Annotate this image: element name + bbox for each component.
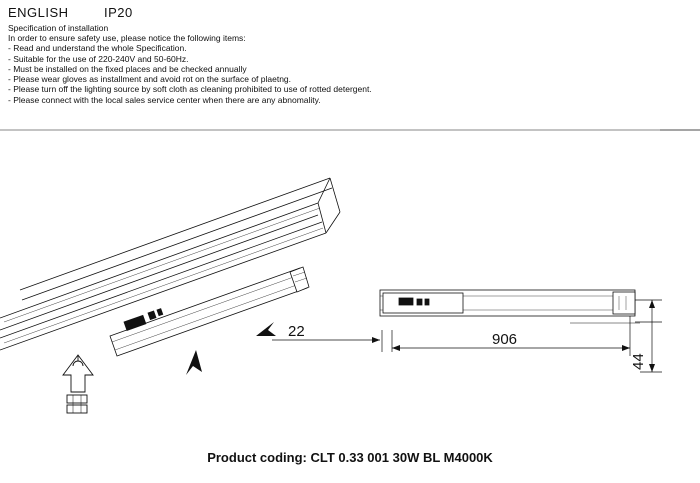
dimension-height-text: 44 <box>630 353 647 370</box>
dimension-length-text: 906 <box>492 331 518 348</box>
spec-item: - Please connect with the local sales service center when there are any abnomality. <box>8 94 321 105</box>
luminaire-tilted <box>110 267 309 356</box>
luminaire-side-elevation <box>380 290 640 323</box>
spec-title: Specification of installation <box>8 23 109 33</box>
spec-item: - Must be installed on the fixed places and be checked annually <box>8 63 247 74</box>
dimension-gap-text: 22 <box>288 323 305 340</box>
language-label: ENGLISH <box>8 5 69 20</box>
ip-rating-label: IP20 <box>104 5 133 20</box>
assembly-arrows <box>186 322 276 375</box>
magnet-mount-symbol <box>63 355 93 413</box>
spec-item: - Read and understand the whole Specification. <box>8 43 187 54</box>
spec-item: - Suitable for the use of 220-240V and 50-60Hz. <box>8 53 189 64</box>
spec-item: - Please wear gloves as installment and avoid rot on the surface of plaetng. <box>8 74 292 85</box>
spec-item: - Please turn off the lighting source by soft cloth as cleaning prohibited to use of rotted detergent. <box>8 84 372 95</box>
spec-intro: In order to ensure safety use, please notice the following items: <box>8 33 246 43</box>
product-coding-label: Product coding: CLT 0.33 001 30W BL M4000K <box>207 450 493 465</box>
